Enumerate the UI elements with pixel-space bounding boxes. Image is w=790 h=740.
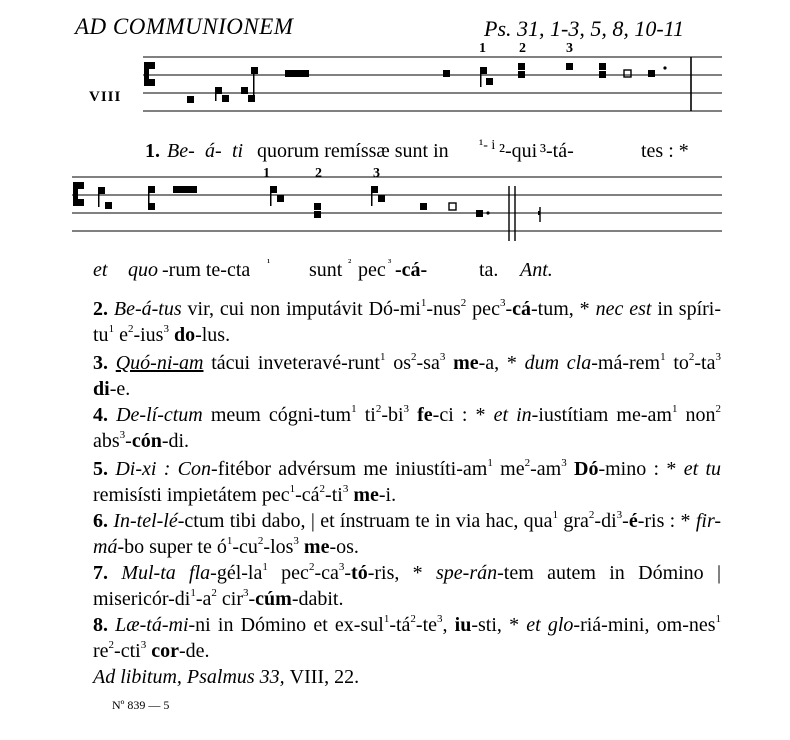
syllable: pec (358, 259, 386, 281)
psalm-reference: Ps. 31, 1-3, 5, 8, 10-11 (484, 16, 685, 41)
verse-text: Be-á-tus vir, cui non imputávit $Dó-mi^1-nus^2$ pec$^3$-cá-tum, * nec est in spíri-$tu^1$ $e^2-ius^3$ do-lus. (93, 297, 722, 346)
episema-marker: 2 (519, 41, 526, 56)
episema-marker: 2 (315, 166, 322, 181)
syllable: ¹ (267, 257, 271, 269)
psalm-verse (93, 612, 721, 664)
mode-label: VIII (89, 89, 122, 105)
verse-number: 4. (93, 404, 117, 426)
syllable: quorum remíssæ sunt in (257, 140, 449, 162)
page-title: AD COMMUNIONEM (75, 14, 294, 39)
verse-text: In-tel-lé-ctum tibi dabo, | et ínstruam te in via hac, qua$^1$ $gra^2-di^3-é$-ris : * fir-má-bo super te $ó^1-cu^2-los^3$ me-os. (93, 509, 722, 558)
syllable: sunt (309, 259, 343, 281)
ad-libitum-text: Ad libitum, Psalmus 33, (93, 666, 285, 688)
verse-number: 8. (93, 614, 116, 636)
psalm-verse (93, 560, 721, 612)
psalm-verse (93, 350, 721, 402)
page-footer: Nº 839 — 5 (112, 698, 170, 712)
verse-number: 2. (93, 298, 114, 320)
syllable: ²-qui (499, 140, 538, 162)
syllable: ³ (388, 257, 392, 269)
syllable: -rum te-cta (162, 259, 251, 281)
syllable: Be- (167, 140, 195, 162)
do-clef-icon (73, 182, 84, 206)
episema-marker: 1 (479, 41, 486, 56)
syllable: ta. (479, 259, 499, 281)
syllable: quo (128, 259, 158, 281)
lyrics-line-2 (93, 259, 573, 285)
episema-marker: 1 (263, 166, 270, 181)
psalm-verse (93, 456, 721, 508)
syllable: á- (205, 140, 222, 162)
ad-libitum-tail: VIII, 22. (289, 666, 360, 688)
verse-text: Di-xi : Con-fitébor advérsum me iniustíti-$am^1$ $me^2-am^3$ Dó-mino : * et tu remisísti impietátem $pec^1-cá^2-ti^3$ me-i. (93, 457, 722, 506)
verse-text: Læ-tá-mi-ni in Dómino et $ex-sul^1-tá^2-te^3$, iu-sti, * et glo-riá-mini, om-nes$^1$ $re^2-cti^3$ cor-de. (93, 613, 722, 662)
episema-marker: 3 (566, 41, 573, 56)
syllable: tes : * (641, 140, 689, 162)
verse-number: 3. (93, 352, 116, 374)
psalm-verse (93, 402, 721, 454)
antiphon-label: Ant. (520, 259, 553, 281)
syllable: et (93, 259, 108, 281)
verse-text: De-lí-ctum meum cógni-tum$^1$ $ti^2-bi^3$ fe-ci : * et in-iustítiam $me-am^1$ non$^2$ abs$^3$-cón-di. (93, 403, 722, 452)
verse-number: 6. (93, 510, 114, 532)
verse-number: 7. (93, 562, 122, 584)
psalm-verse (93, 508, 721, 560)
psalm-verse (93, 296, 721, 348)
syllable: ³-tá- (540, 140, 574, 162)
syllable: ² (348, 257, 352, 269)
syllable: -cá- (395, 259, 428, 281)
syllable: ¹- i (479, 138, 496, 153)
verse-number: 1. (145, 140, 160, 162)
episema-marker: 3 (373, 166, 380, 181)
verse-number: 5. (93, 458, 116, 480)
verse-text: Quó-ni-am tácui inveteravé-runt$^1$ $os^2-sa^3$ me-a, * dum cla-má-rem$^1$ $to^2-ta^3$ di-e. (93, 351, 721, 400)
verse-text: Mul-ta fla-$gél-la^1$ $pec^2-ca^3-tó$-ris, * spe-rán-tem autem in Dómino | misericór-$di^1-a^2$ cir$^3$-cúm-dabit. (93, 561, 721, 610)
ad-libitum-note (93, 666, 359, 689)
syllable: ti (232, 140, 244, 162)
